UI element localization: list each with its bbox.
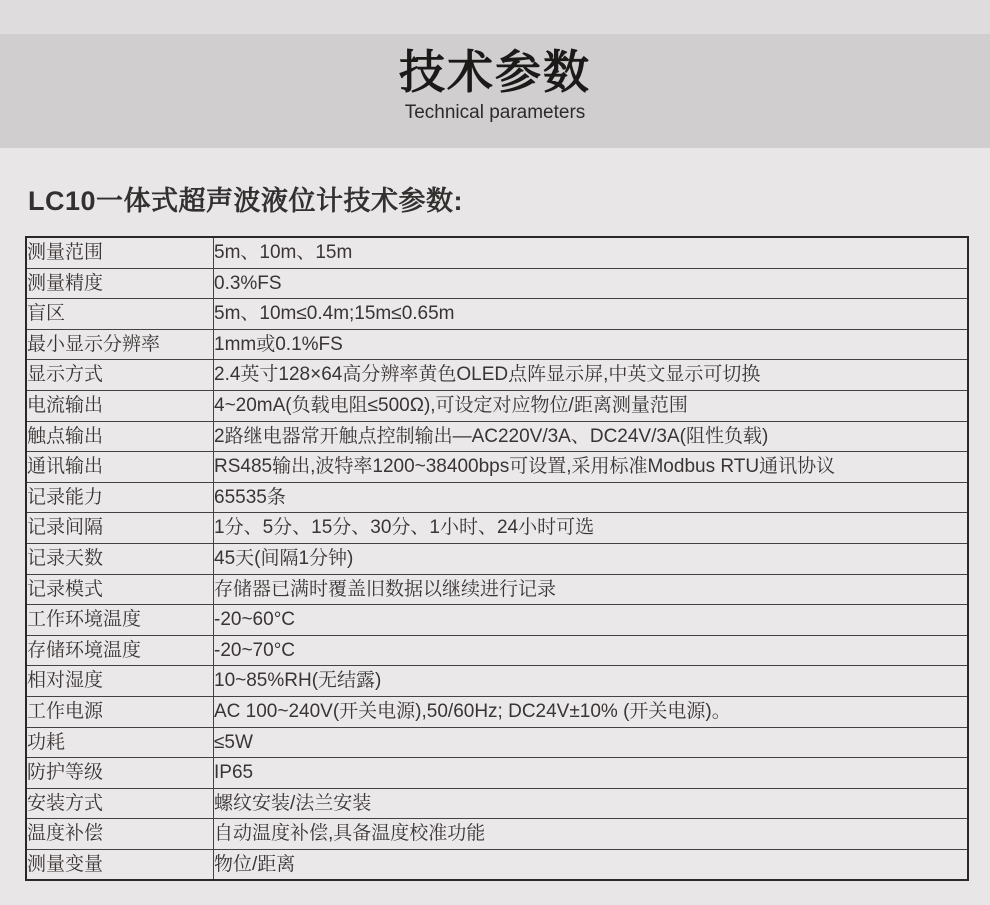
table-row xyxy=(26,819,968,850)
spec-table-body xyxy=(26,237,968,880)
param-name-cell: 记录间隔 xyxy=(26,513,214,544)
table-row xyxy=(26,299,968,330)
param-value-cell: 1分、5分、15分、30分、1小时、24小时可选 xyxy=(214,513,969,544)
param-name-cell: 相对湿度 xyxy=(26,666,214,697)
param-name-cell: 功耗 xyxy=(26,727,214,758)
table-row xyxy=(26,605,968,636)
param-value-cell: 自动温度补偿,具备温度校准功能 xyxy=(214,819,969,850)
table-row xyxy=(26,543,968,574)
param-value-cell: -20~60°C xyxy=(214,605,969,636)
param-value-cell: 2路继电器常开触点控制输出—AC220V/3A、DC24V/3A(阻性负载) xyxy=(214,421,969,452)
param-name-cell: 盲区 xyxy=(26,299,214,330)
param-value-cell: -20~70°C xyxy=(214,635,969,666)
param-name-cell: 记录天数 xyxy=(26,543,214,574)
table-row xyxy=(26,421,968,452)
param-value-cell: 螺纹安装/法兰安装 xyxy=(214,788,969,819)
table-row xyxy=(26,513,968,544)
param-value-cell: 1mm或0.1%FS xyxy=(214,329,969,360)
param-name-cell: 防护等级 xyxy=(26,758,214,789)
table-row xyxy=(26,360,968,391)
param-name-cell: 测量变量 xyxy=(26,849,214,880)
table-row xyxy=(26,268,968,299)
param-value-cell: 存储器已满时覆盖旧数据以继续进行记录 xyxy=(214,574,969,605)
param-name-cell: 显示方式 xyxy=(26,360,214,391)
page-title: 技术参数 xyxy=(399,46,591,98)
param-name-cell: 电流输出 xyxy=(26,390,214,421)
param-value-cell: 5m、10m≤0.4m;15m≤0.65m xyxy=(214,299,969,330)
table-row xyxy=(26,482,968,513)
param-name-cell: 工作电源 xyxy=(26,696,214,727)
param-name-cell: 测量范围 xyxy=(26,237,214,268)
page-subtitle: Technical parameters xyxy=(404,102,586,123)
param-name-cell: 安装方式 xyxy=(26,788,214,819)
table-row xyxy=(26,574,968,605)
param-name-cell: 记录能力 xyxy=(26,482,214,513)
param-name-cell: 最小显示分辨率 xyxy=(26,329,214,360)
spec-table xyxy=(25,236,969,881)
param-value-cell: 2.4英寸128×64高分辨率黄色OLED点阵显示屏,中英文显示可切换 xyxy=(214,360,969,391)
param-value-cell: AC 100~240V(开关电源),50/60Hz; DC24V±10% (开关电源)。 xyxy=(214,696,969,727)
table-row xyxy=(26,452,968,483)
param-name-cell: 工作环境温度 xyxy=(26,605,214,636)
param-name-cell: 测量精度 xyxy=(26,268,214,299)
table-row xyxy=(26,390,968,421)
table-row xyxy=(26,788,968,819)
table-row xyxy=(26,237,968,268)
param-value-cell: 10~85%RH(无结露) xyxy=(214,666,969,697)
param-name-cell: 通讯输出 xyxy=(26,452,214,483)
param-name-cell: 记录模式 xyxy=(26,574,214,605)
top-strip xyxy=(0,0,990,34)
table-row xyxy=(26,329,968,360)
table-row xyxy=(26,849,968,880)
param-name-cell: 温度补偿 xyxy=(26,819,214,850)
param-value-cell: 5m、10m、15m xyxy=(214,237,969,268)
param-value-cell: 0.3%FS xyxy=(214,268,969,299)
table-row xyxy=(26,758,968,789)
param-value-cell: IP65 xyxy=(214,758,969,789)
param-value-cell: 65535条 xyxy=(214,482,969,513)
param-value-cell: 45天(间隔1分钟) xyxy=(214,543,969,574)
section-heading: LC10一体式超声波液位计技术参数: xyxy=(28,186,464,216)
param-value-cell: 物位/距离 xyxy=(214,849,969,880)
param-name-cell: 存储环境温度 xyxy=(26,635,214,666)
param-value-cell: ≤5W xyxy=(214,727,969,758)
table-row xyxy=(26,727,968,758)
table-row xyxy=(26,696,968,727)
table-row xyxy=(26,666,968,697)
param-value-cell: RS485输出,波特率1200~38400bps可设置,采用标准Modbus RTU通讯协议 xyxy=(214,452,969,483)
title-band xyxy=(0,34,990,148)
param-name-cell: 触点输出 xyxy=(26,421,214,452)
table-row xyxy=(26,635,968,666)
param-value-cell: 4~20mA(负载电阻≤500Ω),可设定对应物位/距离测量范围 xyxy=(214,390,969,421)
